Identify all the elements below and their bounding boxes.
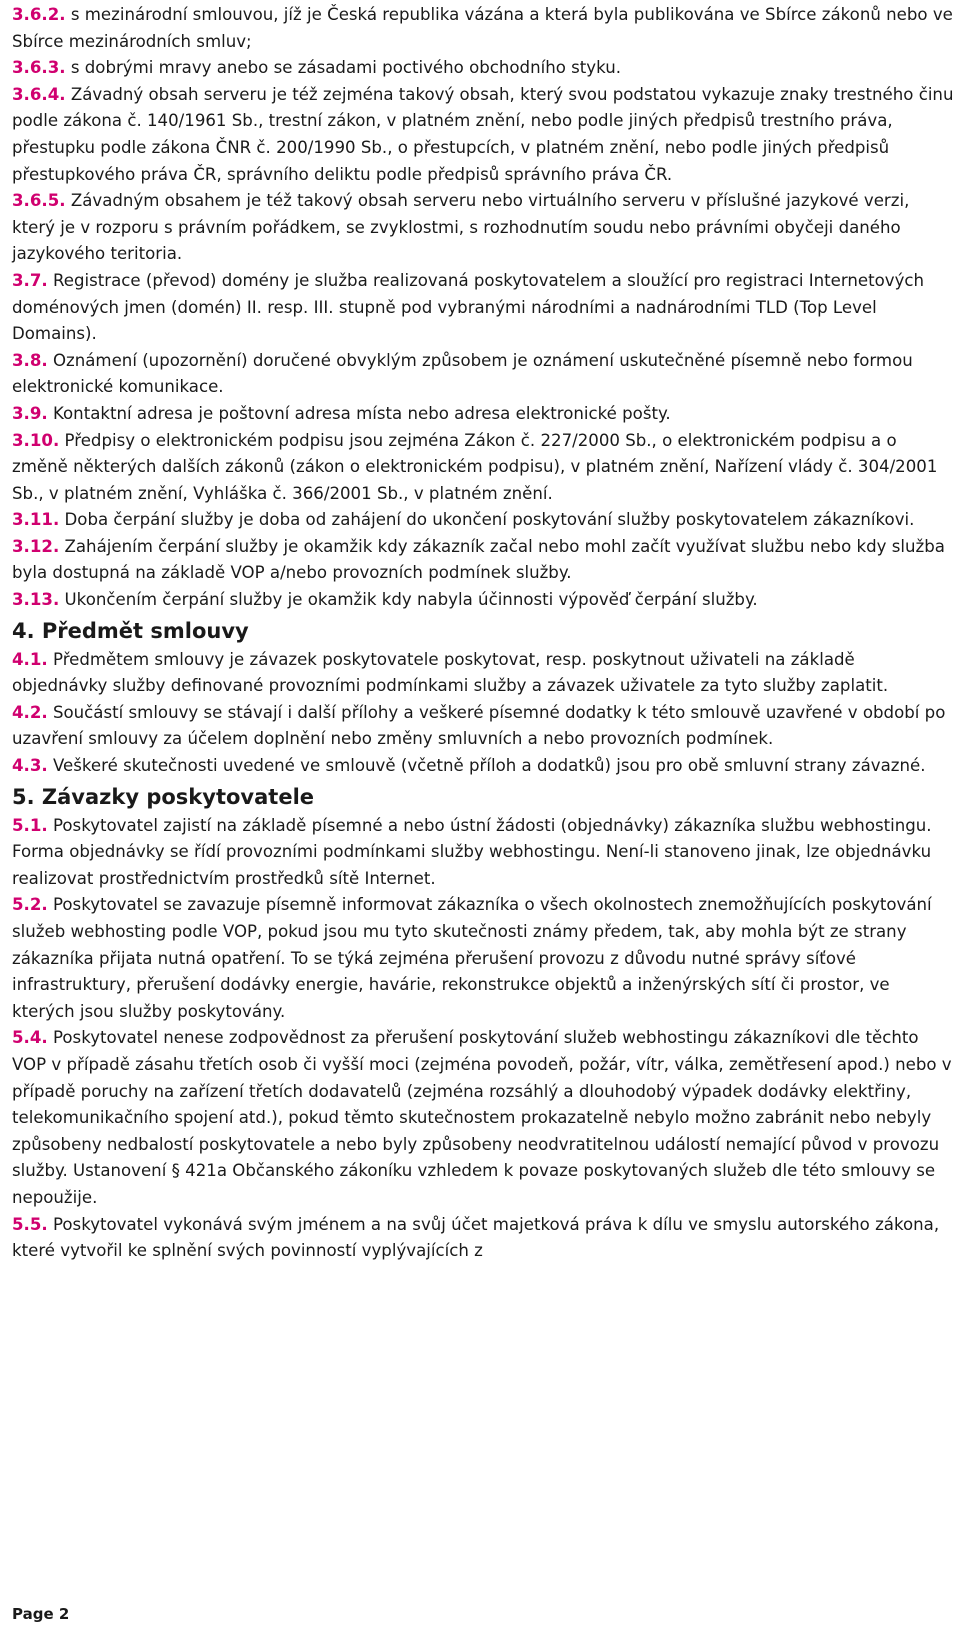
section-heading	[12, 782, 954, 813]
clause-number: 3.6.4.	[12, 84, 66, 104]
clause-paragraph	[12, 1025, 954, 1211]
clause-number: 3.6.5.	[12, 191, 66, 211]
clause-paragraph	[12, 188, 954, 268]
clause-text: Poskytovatel nenese zodpovědnost za přerušení poskytování služeb webhostingu zákazníkovi dle těchto VOP v případě zásahu třetích osob či vyšší moci (zejména povodeň, požár, vítr, válka, zemětřesení apod.) nebo v případě poruchy na zařízení třetích dodavatelů (zejména rozsáhlý a dlouhodobý výpadek dodávky elektřiny, telekomunikačního spojení atd.), pokud těmto skutečnostem prokazatelně nebylo možno zabránit nebo nebyly způsobeny nedbalostí poskytovatele a nebo byly způsobeny neodvratitelnou událostí nemající původ v provozu služby. Ustanovení § 421a Občanského zákoníku vzhledem k povaze poskytovaných služeb dle této smlouvy se nepoužije.	[12, 1028, 952, 1207]
clause-paragraph	[12, 892, 954, 1025]
clause-paragraph	[12, 1212, 954, 1265]
clause-text: s dobrými mravy anebo se zásadami poctivého obchodního styku.	[65, 58, 622, 78]
clause-text: Kontaktní adresa je poštovní adresa místa nebo adresa elektronické pošty.	[47, 403, 671, 423]
clause-number: 4.1.	[12, 649, 48, 669]
clause-paragraph	[12, 534, 954, 587]
clause-text: Doba čerpání služby je doba od zahájení do ukončení poskytování služby poskytovatelem zákazníkovi.	[59, 510, 915, 530]
clause-number: 4.3.	[12, 756, 48, 776]
section-title: Závazky poskytovatele	[34, 784, 315, 809]
clause-number: 3.12.	[12, 536, 60, 556]
clause-number: 3.8.	[12, 350, 48, 370]
clause-paragraph	[12, 507, 954, 534]
clause-number: 3.6.2.	[12, 5, 66, 24]
clause-text: Předpisy o elektronickém podpisu jsou zejména Zákon č. 227/2000 Sb., o elektronickém podpisu a o změně některých dalších zákonů (zákon o elektronickém podpisu), v platném znění, Nařízení vlády č. 304/2001 Sb., v platném znění, Vyhláška č. 366/2001 Sb., v platném znění.	[12, 430, 938, 503]
clause-text: Zahájením čerpání služby je okamžik kdy zákazník začal nebo mohl začít využívat službu nebo kdy služba byla dostupná na základě VOP a/nebo provozních podmínek služby.	[12, 536, 945, 583]
clause-number: 5.4.	[12, 1028, 48, 1048]
section-number: 5.	[12, 784, 35, 809]
page-number: Page 2	[12, 1605, 70, 1623]
clause-number: 3.10.	[12, 430, 60, 450]
clause-number: 4.2.	[12, 702, 48, 722]
clause-text: Oznámení (upozornění) doručené obvyklým způsobem je oznámení uskutečněné písemně nebo formou elektronické komunikace.	[12, 350, 913, 397]
clause-paragraph	[12, 268, 954, 348]
clause-number: 3.6.3.	[12, 58, 66, 78]
section-title: Předmět smlouvy	[34, 618, 249, 643]
clause-text: Závadný obsah serveru je též zejména takový obsah, který svou podstatou vykazuje znaky trestného činu podle zákona č. 140/1961 Sb., trestní zákon, v platném znění, nebo podle jiných předpisů trestního práva, přestupku podle zákona ČNR č. 200/1990 Sb., o přestupcích, v platném znění, nebo podle jiných předpisů přestupkového práva ČR, správního deliktu podle předpisů správního práva ČR.	[12, 84, 954, 184]
clause-paragraph	[12, 587, 954, 614]
clause-text: s mezinárodní smlouvou, jíž je Česká republika vázána a která byla publikována ve Sbírce zákonů nebo ve Sbírce mezinárodních smluv;	[12, 5, 953, 51]
clause-text: Poskytovatel zajistí na základě písemné a nebo ústní žádosti (objednávky) zákazníka službu webhostingu. Forma objednávky se řídí provozními podmínkami služby webhostingu. Není-li stanoveno jinak, lze objednávku realizovat prostřednictvím prostředků sítě Internet.	[12, 815, 932, 888]
clause-text: Předmětem smlouvy je závazek poskytovatele poskytovat, resp. poskytnout uživateli na základě objednávky služby definované provozními podmínkami služby a závazek uživatele za tyto služby zaplatit.	[12, 649, 889, 696]
clause-paragraph	[12, 2, 954, 55]
clause-paragraph	[12, 348, 954, 401]
document-page	[12, 0, 954, 1265]
clause-text: Součástí smlouvy se stávají i další přílohy a veškeré písemné dodatky k této smlouvě uzavřené v období po uzavření smlouvy za účelem doplnění nebo změny smluvních a nebo provozních podmínek.	[12, 702, 946, 749]
clause-number: 3.7.	[12, 270, 48, 290]
section-heading	[12, 616, 954, 647]
clause-number: 3.13.	[12, 590, 60, 610]
clause-paragraph	[12, 647, 954, 700]
clause-number: 5.5.	[12, 1214, 48, 1234]
clause-text: Veškeré skutečnosti uvedené ve smlouvě (včetně příloh a dodatků) jsou pro obě smluvní strany závazné.	[47, 756, 926, 776]
clause-paragraph	[12, 82, 954, 188]
clause-paragraph	[12, 428, 954, 508]
clause-number: 5.2.	[12, 895, 48, 915]
clause-text: Registrace (převod) domény je služba realizovaná poskytovatelem a sloužící pro registraci Internetových doménových jmen (domén) II. resp. III. stupně pod vybranými národními a nadnárodními TLD (Top Level Domains).	[12, 270, 925, 344]
clause-number: 5.1.	[12, 815, 48, 835]
section-number: 4.	[12, 618, 35, 643]
clause-text: Závadným obsahem je též takový obsah serveru nebo virtuálního serveru v příslušné jazykové verzi, který je v rozporu s právním pořádkem, se zvyklostmi, s rozhodnutím soudu nebo právními obyčeji daného jazykového teritoria.	[12, 191, 910, 264]
clause-text: Ukončením čerpání služby je okamžik kdy nabyla účinnosti výpověď čerpání služby.	[59, 590, 758, 610]
clause-paragraph	[12, 813, 954, 893]
clause-text: Poskytovatel se zavazuje písemně informovat zákazníka o všech okolnostech znemožňujících poskytování služeb webhosting podle VOP, pokud jsou mu tyto skutečnosti známy předem, tak, aby mohla být ze strany zákazníka přijata nutná opatření. To se týká zejména přerušení provozu z důvodu nutné správy síťové infrastruktury, přerušení dodávky energie, havárie, rekonstrukce objektů a inženýrských sítí či prostor, ve kterých jsou služby poskytovány.	[12, 895, 932, 1021]
clause-number: 3.9.	[12, 403, 48, 423]
clause-number: 3.11.	[12, 510, 60, 530]
clause-paragraph	[12, 401, 954, 428]
clause-paragraph	[12, 55, 954, 82]
clause-text: Poskytovatel vykonává svým jménem a na svůj účet majetková práva k dílu ve smyslu autorského zákona, které vytvořil ke splnění svých povinností vyplývajících z	[12, 1214, 940, 1261]
clause-paragraph	[12, 700, 954, 753]
clause-paragraph	[12, 753, 954, 780]
